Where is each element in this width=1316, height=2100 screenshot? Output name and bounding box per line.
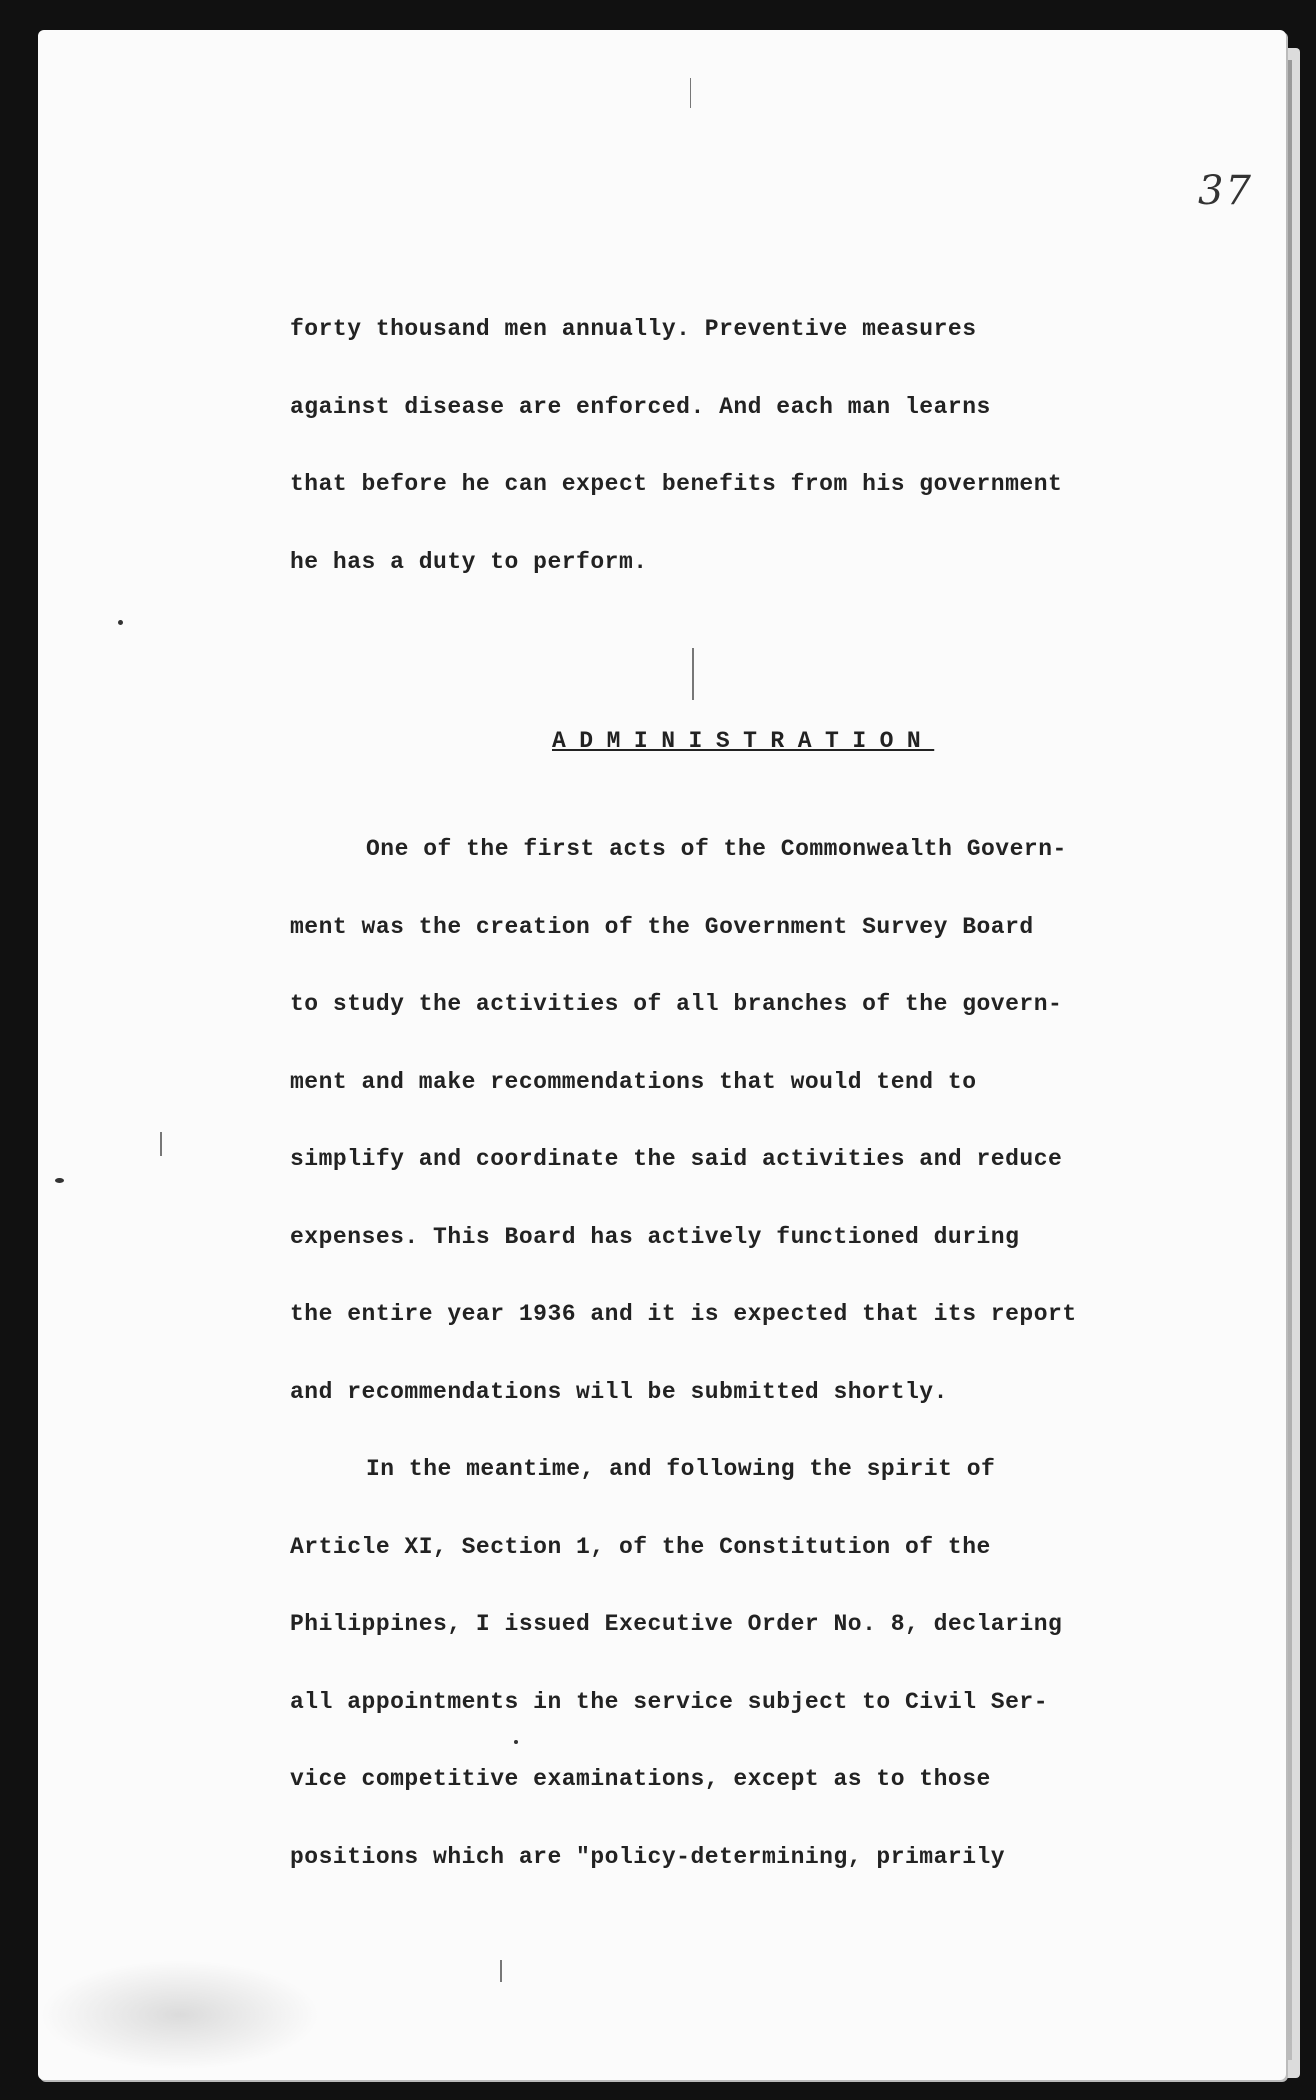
text-line: and recommendations will be submitted shortly. [290,1378,948,1405]
text-line: all appointments in the service subject to Civil Ser- [290,1688,1049,1715]
text-line: positions which are "policy-determining, primarily [290,1843,1006,1870]
ink-speck [55,1178,64,1183]
text-line: Article XI, Section 1, of the Constitution of the [290,1533,991,1560]
text-line: Philippines, I issued Executive Order No. 8, declaring [290,1611,1063,1637]
scan-mark [692,648,694,700]
continued-paragraph [290,314,1170,624]
text-line: he has a duty to perform. [290,548,648,575]
text-line: simplify and coordinate the said activities and reduce [290,1146,1063,1172]
section-heading: ADMINISTRATION [552,728,935,754]
text-line: ment was the creation of the Government Survey Board [290,913,1034,940]
scan-mark [690,78,691,108]
text-line: In the meantime, and following the spirit of [366,1456,996,1482]
text-line: expenses. This Board has actively functioned during [290,1223,1020,1250]
text-line: that before he can expect benefits from his government [290,471,1063,497]
ink-speck [118,620,123,625]
page-smudge [40,1960,320,2070]
text-line: the entire year 1936 and it is expected that its report [290,1301,1077,1327]
text-line: vice competitive examinations, except as to those [290,1766,991,1792]
text-line: against disease are enforced. And each man learns [290,393,991,420]
text-line: forty thousand men annually. Preventive measures [290,316,977,342]
page-number: 37 [1198,168,1253,214]
text-line: One of the first acts of the Commonwealth Govern- [366,836,1067,862]
scan-mark [160,1132,162,1156]
scan-mark [500,1960,502,1982]
ink-speck [514,1740,518,1744]
paragraph-executive-order [290,1454,1170,1919]
paragraph-survey-board [290,834,1170,1454]
stacked-page-edge [1286,60,1292,2060]
text-line: to study the activities of all branches of the govern- [290,991,1063,1017]
text-line: ment and make recommendations that would tend to [290,1068,977,1095]
